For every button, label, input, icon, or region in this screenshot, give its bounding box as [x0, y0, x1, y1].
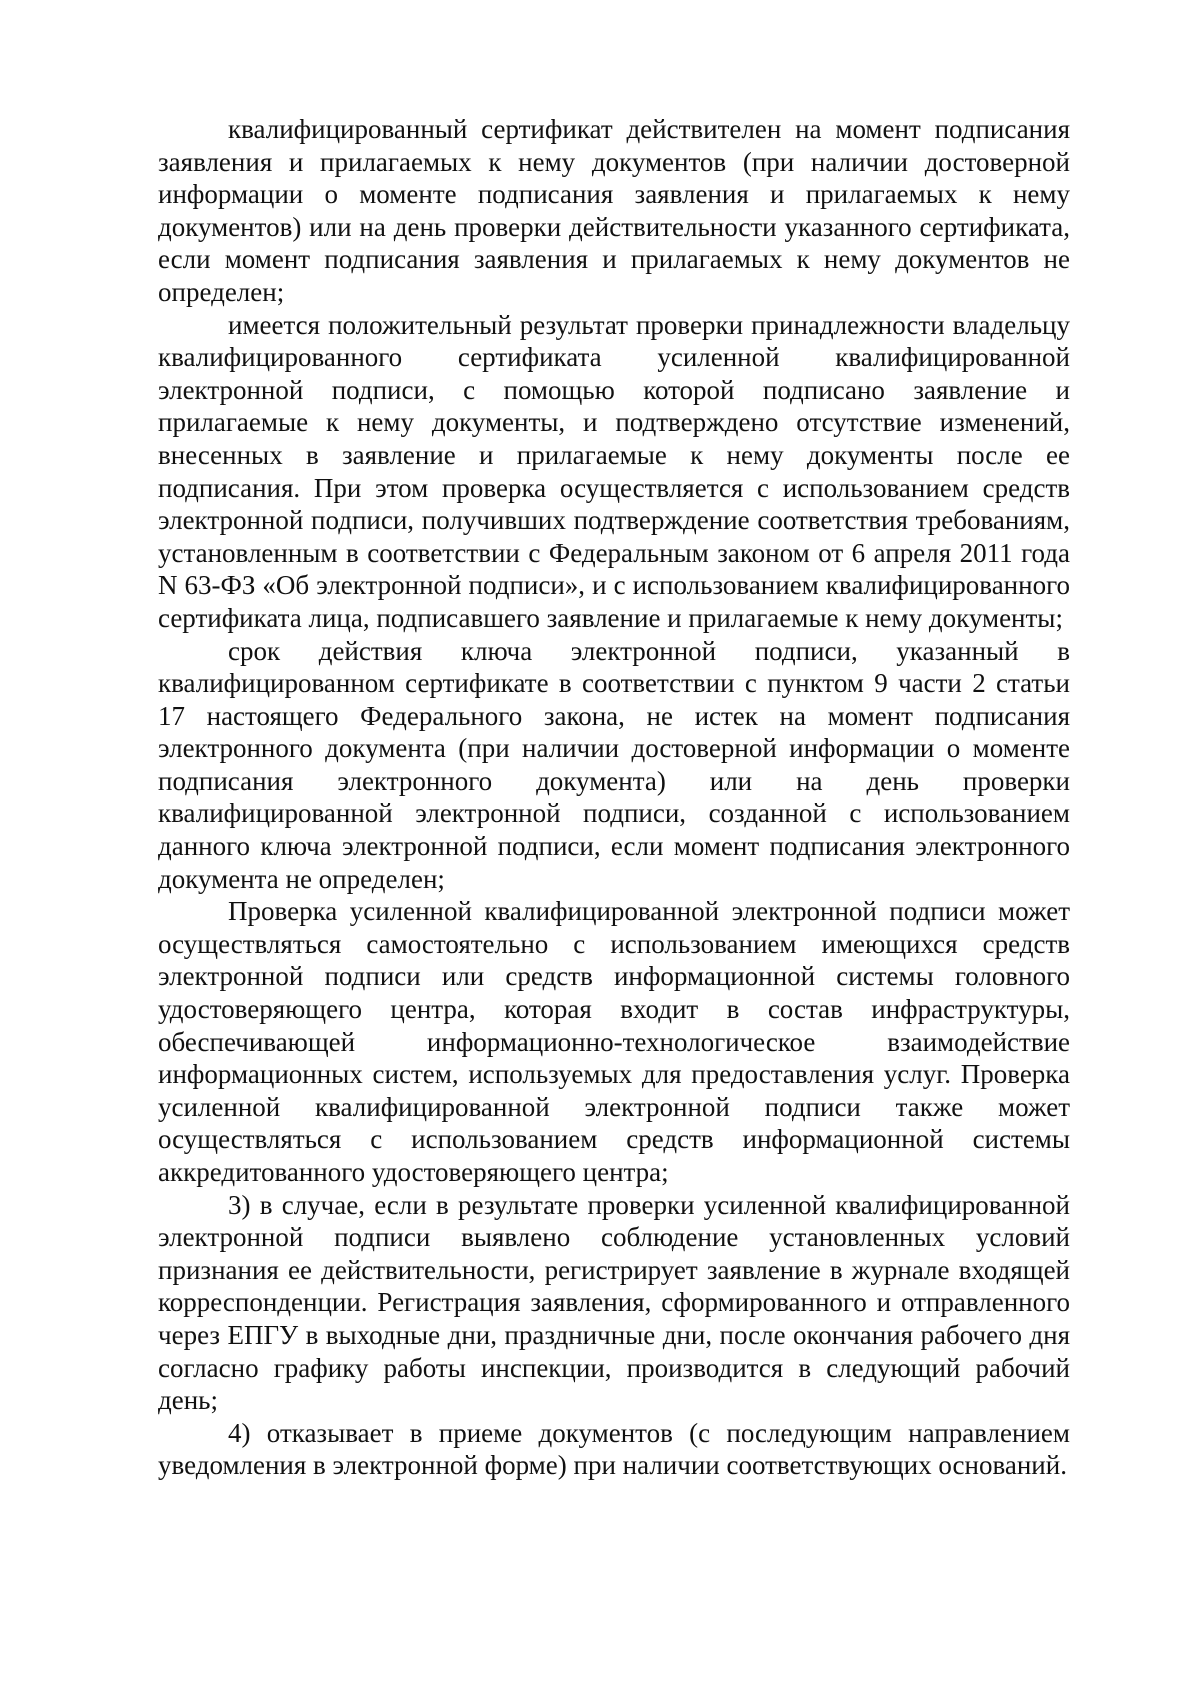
paragraph-item-4-refusal: 4) отказывает в приеме документов (с последующим направлением уведомления в электронной форме) при наличии соответствующих оснований. — [158, 1417, 1070, 1481]
document-body — [158, 113, 1070, 1482]
paragraph-signature-verification: Проверка усиленной квалифицированной электронной подписи может осуществляться самостоятельно с использованием имеющихся средств электронной подписи или средств информационной системы головного удостоверяющего центра, которая входит в состав инфраструктуры, обеспечивающей информационно-технологическое взаимодействие информационных систем, используемых для предоставления услуг. Проверка усиленной квалифицированной электронной подписи также может осуществляться с использованием средств информационной системы аккредитованного удостоверяющего центра; — [158, 896, 1070, 1187]
paragraph-item-3-registration: 3) в случае, если в результате проверки усиленной квалифицированной электронной подписи выявлено соблюдение установленных условий признания ее действительности, регистрирует заявление в журнале входящей корреспонденции. Регистрация заявления, сформированного и отправленного через ЕПГУ в выходные дни, праздничные дни, после окончания рабочего дня согласно графику работы инспекции, производится в следующий рабочий день; — [158, 1189, 1070, 1416]
paragraph-key-validity-period: срок действия ключа электронной подписи, указанный в квалифицированном сертификате в соответствии с пунктом 9 части 2 статьи 17 настоящего Федерального закона, не истек на момент подписания электронного документа (при наличии достоверной информации о моменте подписания электронного документа) или на день проверки квалифицированной электронной подписи, созданной с использованием данного ключа электронной подписи, если момент подписания электронного документа не определен; — [158, 635, 1070, 894]
paragraph-certificate-validity: квалифицированный сертификат действителен на момент подписания заявления и прилагаемых к нему документов (при наличии достоверной информации о моменте подписания заявления и прилагаемых к нему документов) или на день проверки действительности указанного сертификата, если момент подписания заявления и прилагаемых к нему документов не определен; — [158, 114, 1070, 307]
paragraph-signature-ownership-check: имеется положительный результат проверки принадлежности владельцу квалифицированного сертификата усиленной квалифицированной электронной подписи, с помощью которой подписано заявление и прилагаемые к нему документы, и подтверждено отсутствие изменений, внесенных в заявление и прилагаемые к нему документы после ее подписания. При этом проверка осуществляется с использованием средств электронной подписи, получивших подтверждение соответствия требованиям, установленным в соответствии с Федеральным законом от 6 апреля 2011 года N 63-ФЗ «Об электронной подписи», и с использованием квалифицированного сертификата лица, подписавшего заявление и прилагаемые к нему документы; — [158, 309, 1070, 633]
